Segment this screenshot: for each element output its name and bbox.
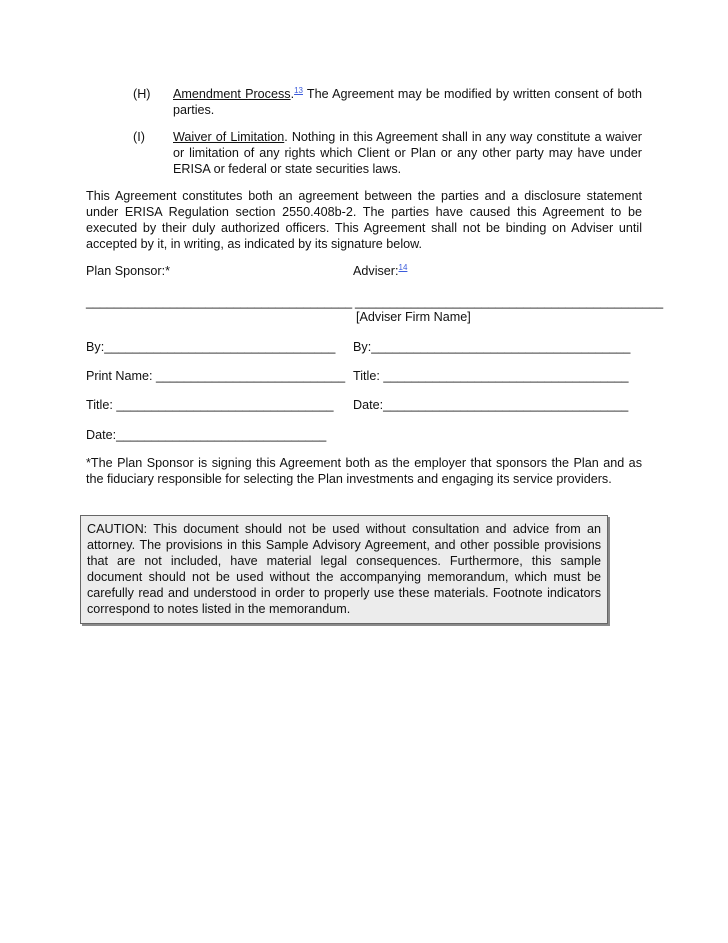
item-body: . Nothing in this Agreement shall in any way constitute a waiver or limitation of any rights which Client or Plan or any other party may have under ERISA or federal or state securities laws.: [173, 130, 642, 176]
plan-sponsor-by-line: By:_________________________________: [86, 340, 336, 354]
caution-box: CAUTION: This document should not be used without consultation and advice from an attorney. The provisions in this Sample Advisory Agreement, and other possible provisions that are not included, have material legal consequences. Furthermore, this sample document should not be used without the accompanying memorandum, which must be carefully read and understood in order to properly use these materials. Footnote indicators correspond to notes listed in the memorandum.: [80, 515, 608, 624]
adviser-title-line: Title: ___________________________________: [353, 369, 629, 383]
closing-paragraph: This Agreement constitutes both an agreement between the parties and a disclosure statement under ERISA Regulation section 2550.408b-2. The parties have caused this Agreement to be executed by their duly authorized officers. This Agreement shall not be binding on Adviser until accepted by it, in writing, as indicated by its signature below.: [86, 189, 642, 251]
footnote-link[interactable]: 14: [398, 262, 408, 272]
item-label: (H): [133, 87, 151, 101]
item-body: The Agreement may be modified by written consent of both parties.: [173, 87, 642, 117]
section-item-h: [86, 86, 642, 118]
footnote-14[interactable]: [399, 263, 408, 272]
plan-sponsor-print-name-line: Print Name: ___________________________: [86, 369, 346, 383]
plan-sponsor-signature-line: ______________________________________: [86, 295, 353, 309]
adviser-by-line: By:_____________________________________: [353, 340, 631, 354]
plan-sponsor-date-line: Date:______________________________: [86, 428, 327, 442]
plan-sponsor-header: Plan Sponsor:*: [86, 264, 171, 278]
item-heading: Amendment Process: [173, 87, 291, 101]
footnote-13[interactable]: [294, 86, 303, 95]
adviser-date-line: Date:___________________________________: [353, 398, 629, 412]
item-heading: Waiver of Limitation: [173, 130, 285, 144]
adviser-label: Adviser:: [353, 264, 399, 278]
item-label: (I): [133, 130, 145, 144]
adviser-firm-line: ____________________________________________: [355, 295, 664, 309]
item-text: [173, 129, 642, 177]
section-item-i: [86, 129, 642, 177]
plan-sponsor-note: *The Plan Sponsor is signing this Agreement both as the employer that sponsors the Plan and as the fiduciary responsible for selecting the Plan investments and engaging its service providers.: [86, 456, 642, 486]
adviser-firm-name: [Adviser Firm Name]: [356, 310, 471, 324]
footnote-link[interactable]: 13: [294, 85, 303, 95]
adviser-header: [353, 263, 407, 279]
plan-sponsor-title-line: Title: _______________________________: [86, 398, 334, 412]
item-text: Amendment Process.$^{13}$ The Agreement may be modified by written consent of both parties.: [173, 85, 642, 117]
